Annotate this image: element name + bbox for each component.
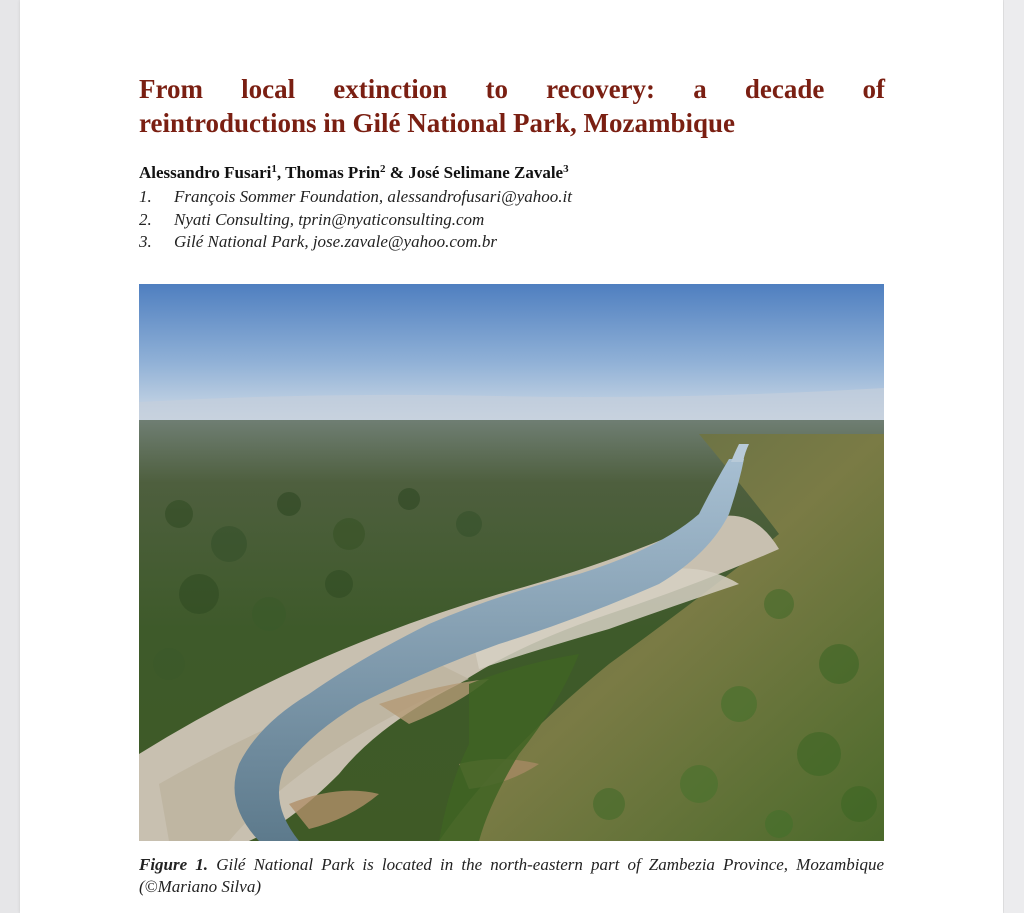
aerial-river-landscape-image (139, 284, 884, 841)
author-1: Alessandro Fusari$^1$, (139, 163, 286, 182)
viewer-edge (1004, 0, 1024, 913)
title-line-2: reintroductions in Gilé National Park, Mozambique (139, 108, 736, 138)
article-title (139, 72, 885, 140)
title-line-1: From local extinction to recovery: a decade of (139, 74, 885, 104)
affiliation-item: 1. François Sommer Foundation, alessandrofusari@yahoo.it (139, 187, 572, 206)
affiliation-item: 2. Nyati Consulting, tprin@nyaticonsulting.com (139, 209, 485, 229)
figure-caption-text: Gilé National Park is located in the north-eastern part of Zambezia Province, Mozambique (©Mariano Silva) (139, 855, 884, 896)
figure-caption (139, 854, 884, 898)
figure-label: Figure 1. (139, 855, 209, 874)
author-list (139, 163, 569, 183)
author-3: José Selimane Zavale$^3$ (408, 163, 569, 182)
pdf-page (20, 0, 1003, 913)
affiliation-item: 3. Gilé National Park, jose.zavale@yahoo.com.br (139, 232, 498, 251)
figure-aerial-photo (139, 284, 884, 841)
author-2: Thomas Prin$^2$ & (285, 163, 409, 182)
affiliation-list (139, 186, 572, 254)
